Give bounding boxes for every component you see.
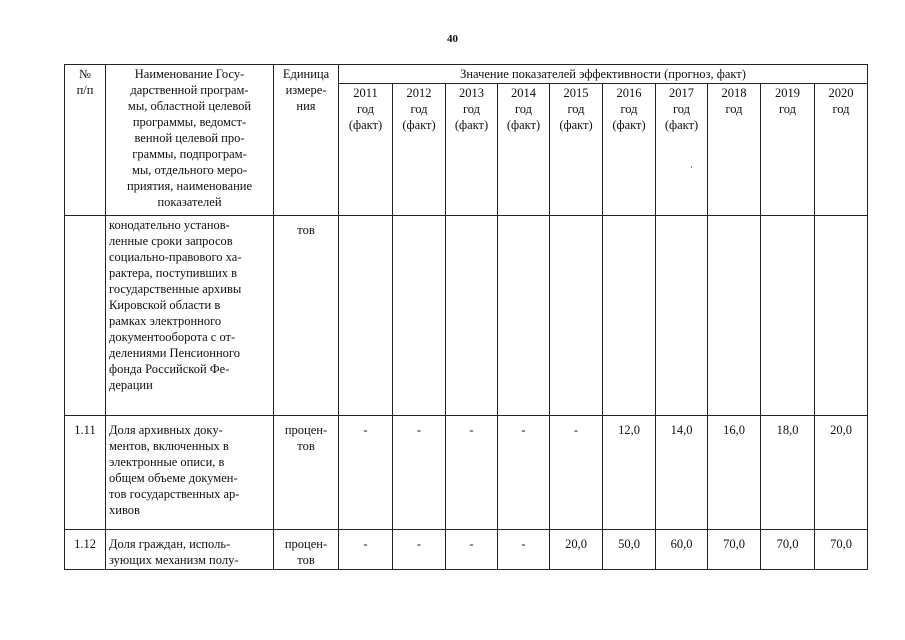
row-value — [815, 216, 868, 416]
header-year-2015: 2015 год (факт) — [550, 84, 603, 216]
header-name: Наименование Госу- дарственной програм- мы, областной целевой программы, ведомст- венной целевой про- граммы, подпрограм- мы, отдельного меро- приятия, наименование показателей — [106, 65, 274, 216]
header-year-2019: 2019 год — [761, 84, 815, 216]
row-value: 18,0 — [761, 416, 815, 530]
header-year-2020: 2020 год — [815, 84, 868, 216]
row-value — [761, 216, 815, 416]
header-values-group: Значение показателей эффективности (прогноз, факт) — [339, 65, 868, 84]
row-value — [393, 216, 446, 416]
row-unit: процен- тов — [274, 530, 339, 570]
row-value: - — [393, 416, 446, 530]
row-value: - — [339, 416, 393, 530]
row-value: 12,0 — [603, 416, 656, 530]
row-value — [656, 216, 708, 416]
header-unit: Единица измере- ния — [274, 65, 339, 216]
page-number: 40 — [447, 33, 458, 45]
row-value: 20,0 — [550, 530, 603, 570]
row-value: 14,0 — [656, 416, 708, 530]
row-value: 16,0 — [708, 416, 761, 530]
row-value: 60,0 — [656, 530, 708, 570]
row-name: конодательно установ- ленные сроки запросов социально-правового ха- рактера, поступивших в государственные архивы Кировской области в рамках электронного документооборота с от- делениями Пенсионного фонда Российской Фе- дерации — [106, 216, 274, 416]
row-unit: процен- тов — [274, 416, 339, 530]
row-value: 70,0 — [815, 530, 868, 570]
header-number: № п/п — [65, 65, 106, 216]
row-value — [603, 216, 656, 416]
row-value: - — [498, 416, 550, 530]
row-name: Доля архивных доку- ментов, включенных в электронные описи, в общем объеме докумен- тов государственных ар- хивов — [106, 416, 274, 530]
row-value — [550, 216, 603, 416]
header-year-2012: 2012 год (факт) — [393, 84, 446, 216]
stray-dot: · — [690, 162, 693, 172]
row-value: - — [446, 416, 498, 530]
header-year-2013: 2013 год (факт) — [446, 84, 498, 216]
row-value: - — [339, 530, 393, 570]
row-value: - — [550, 416, 603, 530]
row-value: - — [446, 530, 498, 570]
row-value — [498, 216, 550, 416]
row-name: Доля граждан, исполь- зующих механизм полу- — [106, 530, 274, 570]
row-number — [65, 216, 106, 416]
row-value: 20,0 — [815, 416, 868, 530]
row-number: 1.12 — [65, 530, 106, 570]
row-value: 50,0 — [603, 530, 656, 570]
table-row — [65, 216, 868, 416]
row-value: 70,0 — [708, 530, 761, 570]
header-year-2016: 2016 год (факт) — [603, 84, 656, 216]
table-row — [65, 416, 868, 530]
header-year-2014: 2014 год (факт) — [498, 84, 550, 216]
row-value — [339, 216, 393, 416]
indicators-table — [64, 64, 868, 570]
row-value — [708, 216, 761, 416]
header-year-2017: 2017 год (факт) · — [656, 84, 708, 216]
row-value: 70,0 — [761, 530, 815, 570]
row-number: 1.11 — [65, 416, 106, 530]
header-year-2011: 2011 год (факт) — [339, 84, 393, 216]
table-row — [65, 530, 868, 570]
row-value — [446, 216, 498, 416]
row-value: - — [393, 530, 446, 570]
row-unit: тов — [274, 216, 339, 416]
row-value: - — [498, 530, 550, 570]
header-year-2018: 2018 год — [708, 84, 761, 216]
